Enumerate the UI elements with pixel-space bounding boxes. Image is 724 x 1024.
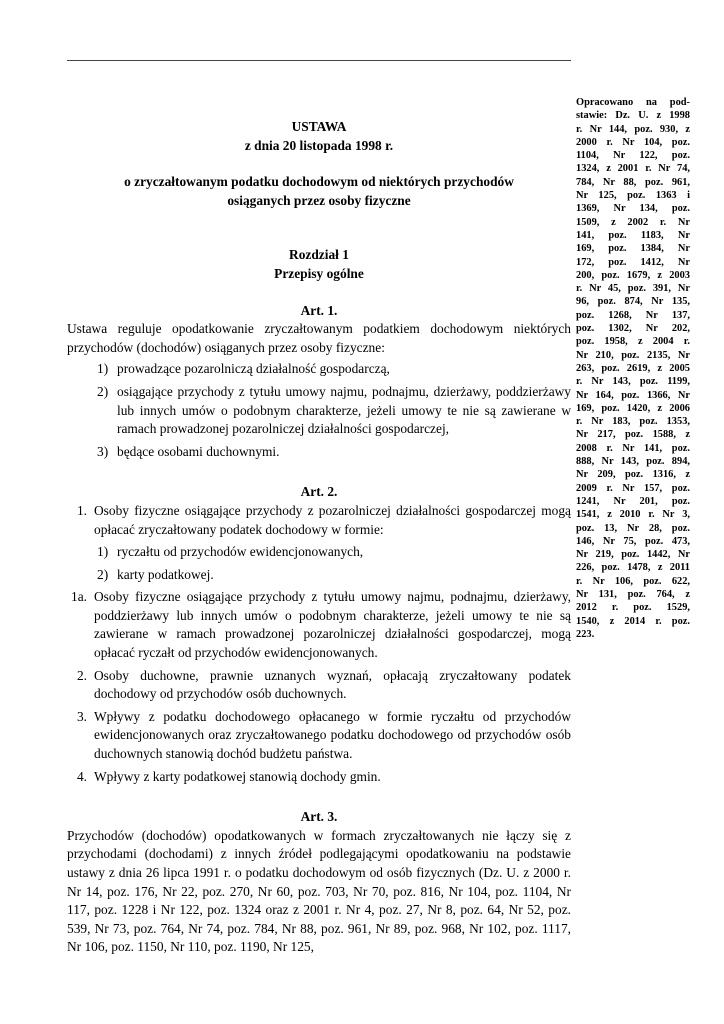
art2-paragraph-text: Wpływy z karty podatkowej stanowią dochody gmin. [94, 768, 381, 784]
art1-item-text: będące osobami duchownymi. [117, 443, 280, 459]
source-note-line: 169, poz. 1420, z 2006 [576, 402, 690, 414]
art1-item-num: 3) [97, 443, 109, 459]
source-note-line: r. Nr 144, poz. 930, z [576, 123, 690, 135]
source-note-line: stawie: Dz. U. z 1998 [576, 110, 690, 122]
source-note-line: 263, poz. 2619, z 2005 [576, 362, 690, 374]
art1-item [67, 443, 571, 462]
art2-paragraph-text: Osoby fizyczne osiągające przychody z tytułu umowy najmu, podnajmu, dzierżawy, poddzierżawy lub innych umów o podobnym charakterze, jeżeli umowy te nie są zawierane w ramach prowadzonej pozarolniczej działalności gospodarczej, mogą opłacać ryczałt od przychodów ewidencjonowanych. [94, 589, 571, 661]
art1-item [67, 360, 571, 379]
art1-item-text: prowadzące pozarolniczą działalność gospodarczą, [117, 361, 390, 377]
source-note-line: 141, poz. 1183, Nr [576, 229, 690, 241]
source-note-line: 172, poz. 1412, Nr [576, 256, 690, 268]
source-note-line: Nr 209, poz. 1316, z [576, 469, 690, 481]
source-note-line: Opracowano na pod- [576, 97, 690, 108]
source-note-line: Nr 210, poz. 2135, Nr [576, 349, 690, 361]
chapter-label: Rozdział 1 [289, 247, 349, 263]
source-note-line: r. Nr 106, poz. 622, [576, 575, 690, 587]
art2-item-num: 1) [97, 544, 109, 560]
document-body [67, 118, 571, 957]
source-note-line: 2000 r. Nr 104, poz. [576, 136, 690, 148]
art2-paragraph [67, 708, 571, 764]
art2-paragraph-text: Osoby fizyczne osiągające przychody z pozarolniczej działalności gospodarczej mogą opłacać zryczałtowany podatek dochodowy w formie: [94, 502, 571, 537]
source-note-line: poz. 13, Nr 28, poz. [576, 522, 690, 534]
art2-paragraph-num: 1. [76, 502, 87, 518]
art2-item-text: ryczałtu od przychodów ewidencjonowanych, [117, 544, 364, 560]
source-note-line: 96, poz. 874, Nr 135, [576, 296, 690, 308]
source-note-line: Nr 164, poz. 1366, Nr [576, 389, 690, 401]
source-note-line: r. Nr 183, poz. 1353, [576, 416, 690, 428]
source-note-line: 169, poz. 1384, Nr [576, 243, 690, 255]
art2-item-text: karty podatkowej. [117, 566, 214, 582]
source-note-line: poz. 1302, Nr 202, [576, 323, 690, 335]
source-note [576, 96, 690, 641]
art1-intro: Ustawa reguluje opodatkowanie zryczałtowanym podatkiem dochodowym niektórych przychodów (dochodów) osiąganych przez osoby fizyczne: [67, 321, 571, 355]
source-note-line: poz. 1268, Nr 137, [576, 309, 690, 321]
act-subject-line-1: o zryczałtowanym podatku dochodowym od niektórych przychodów [124, 174, 514, 190]
art3-text: Przychodów (dochodów) opodatkowanych w formach zryczałtowanych nie łączy się z przychodami (dochodami) z innych źródeł podlegającymi opodatkowaniu na podstawie ustawy z dnia 26 lipca 1991 r. o podatku dochodowym od osób fizycznych (Dz. U. z 2000 r. Nr 14, poz. 176, Nr 22, poz. 270, Nr 60, poz. 703, Nr 70, poz. 816, Nr 104, poz. 1104, Nr 117, poz. 1228 i Nr 122, poz. 1324 oraz z 2001 r. Nr 4, poz. 27, Nr 8, poz. 64, Nr 52, poz. 539, Nr 73, poz. 764, Nr 74, poz. 784, Nr 88, poz. 961, Nr 89, poz. 968, Nr 102, poz. 1117, Nr 106, poz. 1150, Nr 110, poz. 1190, Nr 125, [67, 827, 571, 955]
source-note-line: Nr 217, poz. 1588, z [576, 429, 690, 441]
source-note-line: Nr 131, poz. 764, z [576, 588, 690, 600]
source-note-line: 1540, z 2014 r. poz. [576, 615, 690, 627]
source-note-line: 784, Nr 88, poz. 961, [576, 176, 690, 188]
art2-paragraph [67, 768, 571, 787]
art1-heading: Art. 1. [300, 302, 338, 318]
source-note-line: 1369, Nr 134, poz. [576, 203, 690, 215]
art2-item [67, 566, 571, 585]
source-note-line: poz. 1958, z 2004 r. [576, 336, 690, 348]
source-note-line: r. Nr 45, poz. 391, Nr [576, 283, 690, 295]
source-note-line: Nr 219, poz. 1442, Nr [576, 549, 690, 561]
art2-paragraph [67, 502, 571, 539]
art3-heading: Art. 3. [300, 809, 338, 825]
art2-paragraph-text: Osoby duchowne, prawnie uznanych wyznań, opłacają zryczałtowany podatek dochodowy od przychodów osób duchownych. [94, 667, 571, 702]
source-note-line: 146, Nr 75, poz. 473, [576, 535, 690, 547]
art2-paragraph-num: 2. [76, 667, 87, 683]
art1-item-text: osiągające przychody z tytułu umowy najmu, podnajmu, dzierżawy, poddzierżawy lub innych umów o podobnym charakterze, jeżeli umowy te nie są zawierane w ramach prowadzonej pozarolniczej działalności gospodarczej, [117, 383, 571, 437]
source-note-line: r. Nr 143, poz. 1199, [576, 376, 690, 388]
art2-item-num: 2) [97, 566, 109, 582]
art2-item [67, 543, 571, 562]
art1-item-num: 2) [97, 383, 109, 399]
source-note-line: 1324, z 2001 r. Nr 74, [576, 163, 690, 175]
source-note-line: 1541, z 2010 r. Nr 3, [576, 509, 690, 521]
art2-paragraph-text: Wpływy z podatku dochodowego opłacanego w formie ryczałtu od przychodów ewidencjonowanych oraz zryczałtowanego podatku dochodowego od przychodów osób duchownych stanowią dochód budżetu państwa. [94, 708, 571, 762]
source-note-line: 888, Nr 143, poz. 894, [576, 456, 690, 468]
source-note-line: 200, poz. 1679, z 2003 [576, 269, 690, 281]
art2-paragraph-num: 1a. [71, 589, 87, 605]
source-note-line: 2008 r. Nr 141, poz. [576, 442, 690, 454]
source-note-line: 223. [576, 628, 595, 640]
source-note-line: 1241, Nr 201, poz. [576, 495, 690, 507]
art2-paragraph [67, 667, 571, 704]
source-note-line: 1509, z 2002 r. Nr [576, 216, 690, 228]
act-date: z dnia 20 listopada 1998 r. [244, 137, 394, 153]
act-title: USTAWA [291, 119, 347, 134]
source-note-line: Nr 125, poz. 1363 i [576, 190, 690, 202]
art1-item [67, 383, 571, 439]
header-rule [67, 60, 571, 61]
act-subject-line-2: osiąganych przez osoby fizyczne [227, 192, 411, 208]
art2-heading: Art. 2. [300, 484, 338, 500]
art1-item-num: 1) [97, 361, 109, 377]
source-note-line: 2009 r. Nr 157, poz. [576, 482, 690, 494]
art2-paragraph-num: 4. [76, 768, 87, 784]
source-note-line: 2012 r. poz. 1529, [576, 602, 690, 614]
art2-paragraph [67, 588, 571, 662]
chapter-title: Przepisy ogólne [274, 265, 364, 281]
source-note-line: 1104, Nr 122, poz. [576, 150, 690, 162]
art2-paragraph-num: 3. [76, 708, 87, 724]
source-note-line: 226, poz. 1478, z 2011 [576, 562, 690, 574]
